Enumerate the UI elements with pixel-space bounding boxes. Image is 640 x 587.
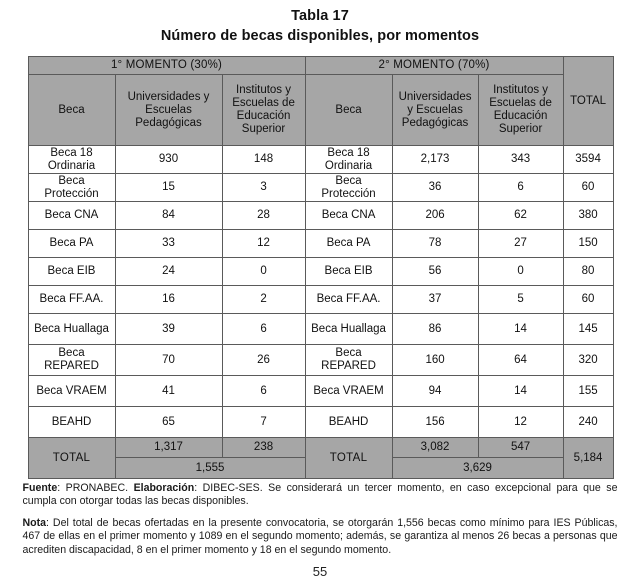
column-header-universidades-m1: Universidades y Escuelas Pedagógicas [115, 75, 222, 146]
cell-inst-m2: 0 [478, 258, 563, 286]
cell-beca-m2: Beca EIB [305, 258, 392, 286]
table-title-block [0, 0, 640, 46]
group-header-momento-1: 1° MOMENTO (30%) [28, 57, 305, 75]
cell-inst-m2: 6 [478, 174, 563, 202]
cell-total: 60 [563, 286, 613, 314]
cell-inst-m1: 3 [222, 174, 305, 202]
cell-total: 240 [563, 407, 613, 438]
cell-inst-m2: 12 [478, 407, 563, 438]
table-row [28, 345, 613, 376]
page-number: 55 [312, 564, 328, 579]
cell-beca-m1: Beca Protección [28, 174, 115, 202]
cell-inst-m2: 14 [478, 314, 563, 345]
cell-inst-m1: 6 [222, 314, 305, 345]
table-caption: Número de becas disponibles, por momentos [160, 28, 480, 44]
totals-inst-m1: 238 [222, 438, 305, 458]
table-row [28, 230, 613, 258]
cell-uni-m2: 37 [392, 286, 478, 314]
totals-inst-m2: 547 [478, 438, 563, 458]
cell-inst-m1: 7 [222, 407, 305, 438]
cell-beca-m1: Beca VRAEM [28, 376, 115, 407]
cell-inst-m2: 343 [478, 146, 563, 174]
table-row [28, 258, 613, 286]
column-header-beca-m2: Beca [305, 75, 392, 146]
table-row [28, 376, 613, 407]
table-row [28, 146, 613, 174]
cell-uni-m1: 84 [115, 202, 222, 230]
cell-total: 320 [563, 345, 613, 376]
cell-uni-m2: 56 [392, 258, 478, 286]
footnote-nota [23, 517, 618, 557]
table-row [28, 286, 613, 314]
footnote-fuente-label: Fuente [22, 482, 58, 494]
cell-uni-m1: 24 [115, 258, 222, 286]
footnote-elaboracion-label: Elaboración [133, 482, 195, 494]
cell-uni-m1: 41 [115, 376, 222, 407]
table-row [28, 407, 613, 438]
cell-inst-m2: 64 [478, 345, 563, 376]
cell-inst-m1: 26 [222, 345, 305, 376]
cell-uni-m2: 160 [392, 345, 478, 376]
footnote-fuente-text-a: : PRONABEC. [57, 482, 134, 494]
cell-beca-m1: Beca Huallaga [28, 314, 115, 345]
cell-inst-m1: 6 [222, 376, 305, 407]
table-body [28, 146, 613, 479]
footnote-nota-text: : Del total de becas ofertadas en la presente convocatoria, se otorgarán 1,556 becas como mínimo para IES Públicas, 467 de ellas en el primer momento y 1089 en el segundo momento; además, se garantiza al menos 26 becas a personas que acrediten discapacidad, 8 en el primer momento y 18 en el segundo momento. [22, 516, 618, 556]
column-header-universidades-m2: Universidades y Escuelas Pedagógicas [392, 75, 478, 146]
cell-uni-m1: 70 [115, 345, 222, 376]
cell-beca-m2: Beca VRAEM [305, 376, 392, 407]
cell-total: 3594 [563, 146, 613, 174]
cell-uni-m1: 16 [115, 286, 222, 314]
cell-beca-m2: Beca FF.AA. [305, 286, 392, 314]
cell-uni-m2: 2,173 [392, 146, 478, 174]
cell-total: 155 [563, 376, 613, 407]
column-header-beca-m1: Beca [28, 75, 115, 146]
cell-uni-m2: 36 [392, 174, 478, 202]
cell-inst-m1: 148 [222, 146, 305, 174]
group-header-row [28, 57, 613, 75]
cell-beca-m2: Beca 18 Ordinaria [305, 146, 392, 174]
cell-uni-m2: 94 [392, 376, 478, 407]
cell-uni-m2: 78 [392, 230, 478, 258]
footnote-nota-label: Nota [22, 516, 47, 529]
cell-total: 380 [563, 202, 613, 230]
table-number-title: Tabla 17 [291, 8, 349, 24]
column-header-total: TOTAL [563, 57, 613, 146]
cell-uni-m1: 33 [115, 230, 222, 258]
cell-inst-m1: 0 [222, 258, 305, 286]
table-row [28, 314, 613, 345]
cell-total: 150 [563, 230, 613, 258]
scholarship-table [28, 56, 614, 479]
column-header-institutos-m1: Institutos y Escuelas de Educación Superior [222, 75, 305, 146]
cell-total: 80 [563, 258, 613, 286]
group-header-momento-2: 2° MOMENTO (70%) [305, 57, 563, 75]
scholarship-table-container [28, 56, 613, 479]
cell-inst-m1: 2 [222, 286, 305, 314]
cell-uni-m1: 930 [115, 146, 222, 174]
cell-beca-m1: Beca CNA [28, 202, 115, 230]
column-header-institutos-m2: Institutos y Escuelas de Educación Superior [478, 75, 563, 146]
cell-total: 145 [563, 314, 613, 345]
cell-beca-m2: Beca REPARED [305, 345, 392, 376]
cell-inst-m1: 28 [222, 202, 305, 230]
cell-uni-m2: 206 [392, 202, 478, 230]
cell-beca-m1: Beca FF.AA. [28, 286, 115, 314]
totals-label-m2: TOTAL [305, 438, 392, 479]
cell-uni-m1: 65 [115, 407, 222, 438]
cell-uni-m2: 156 [392, 407, 478, 438]
cell-beca-m2: Beca Huallaga [305, 314, 392, 345]
cell-beca-m2: BEAHD [305, 407, 392, 438]
column-header-row [28, 75, 613, 146]
cell-total: 60 [563, 174, 613, 202]
footnote-fuente [23, 482, 618, 509]
cell-beca-m2: Beca PA [305, 230, 392, 258]
grand-total-value: 5,184 [563, 438, 613, 479]
table-head [28, 57, 613, 146]
table-row [28, 174, 613, 202]
footnote-fuente-text-b: : DIBEC-SES. Se considerará un tercer momento, en caso excepcional para que se cumpla con otorgar todas las becas disponibles. [22, 482, 618, 508]
cell-beca-m1: Beca PA [28, 230, 115, 258]
totals-sum-m1: 1,555 [115, 458, 305, 479]
cell-inst-m1: 12 [222, 230, 305, 258]
cell-beca-m1: Beca 18 Ordinaria [28, 146, 115, 174]
table-row [28, 202, 613, 230]
cell-inst-m2: 14 [478, 376, 563, 407]
totals-uni-m1: 1,317 [115, 438, 222, 458]
totals-label-m1: TOTAL [28, 438, 115, 479]
cell-inst-m2: 5 [478, 286, 563, 314]
cell-inst-m2: 62 [478, 202, 563, 230]
cell-uni-m1: 15 [115, 174, 222, 202]
totals-row-top [28, 438, 613, 458]
totals-uni-m2: 3,082 [392, 438, 478, 458]
totals-sum-m2: 3,629 [392, 458, 563, 479]
table-footnotes [23, 482, 618, 557]
cell-inst-m2: 27 [478, 230, 563, 258]
cell-beca-m1: BEAHD [28, 407, 115, 438]
cell-beca-m1: Beca EIB [28, 258, 115, 286]
cell-beca-m2: Beca CNA [305, 202, 392, 230]
cell-uni-m1: 39 [115, 314, 222, 345]
cell-beca-m1: Beca REPARED [28, 345, 115, 376]
cell-beca-m2: Beca Protección [305, 174, 392, 202]
cell-uni-m2: 86 [392, 314, 478, 345]
